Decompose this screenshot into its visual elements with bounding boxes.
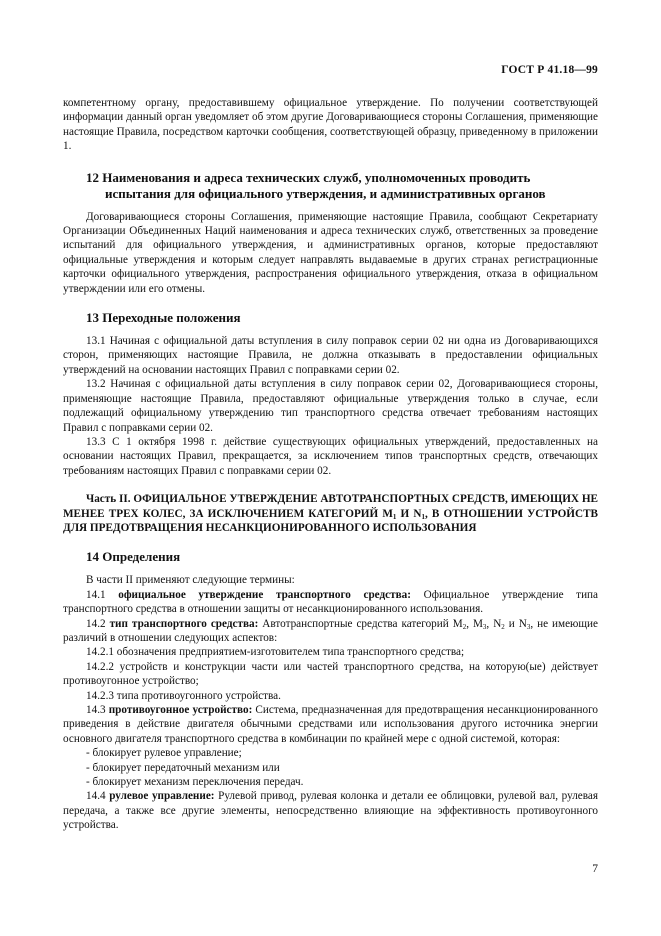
definition-14-1-text: Официальное утверждение типа транспортного средства в отношении защиты от несанкционированного использования.	[63, 588, 599, 616]
part-2-sub-a: 1	[392, 512, 397, 521]
list-item: - блокирует передаточный механизм или	[86, 761, 280, 774]
part-2-heading	[63, 492, 598, 535]
section-13-heading: 13 Переходные положения	[86, 310, 241, 326]
definition-14-2-sub-4: 3	[526, 622, 531, 631]
definition-14-4-number: 14.4	[86, 790, 110, 803]
section-12-body: Договаривающиеся стороны Соглашения, применяющие настоящие Правила, сообщают Секретариату Организации Объединенных Наций наименования и адреса технических служб, ответственных за проведение испытаний для официального утверждения, и административных органов, которые предоставляют официальные утверждения и которым следует направлять выдаваемые в других странах регистрационные карточки официального утверждения, распространения официального утверждения, отказа в официальном утверждении или его отмены.	[63, 210, 598, 295]
definition-14-1	[63, 588, 598, 617]
part-2-sub-b: 1	[421, 512, 425, 521]
section-14-heading: 14 Определения	[86, 549, 181, 565]
definition-14-1-term: официальное утверждение транспортного средства:	[118, 588, 411, 601]
definition-14-3-term: противоугонное устройство:	[108, 704, 253, 716]
definition-14-2-number: 14.2	[86, 617, 110, 630]
document-code: ГОСТ Р 41.18—99	[501, 64, 598, 76]
definition-14-4-text: Рулевой привод, рулевая колонка и детали ее облицовки, рулевой вал, рулевая передача, а также все другие элементы, непосредственно влияющие на эффективность противоугонного устройства.	[63, 790, 598, 832]
definition-14-2-sub-3: 2	[501, 622, 505, 631]
intro-paragraph: компетентному органу, предоставившему официальное утверждение. По получении соответствующей информации данный орган уведомляет об этом другие Договаривающиеся стороны Соглашения, применяющие настоящие Правила, посредством карточки сообщения, соответствующей образцу, приведенному в приложении 1.	[63, 97, 598, 153]
list-item: - блокирует рулевое управление;	[86, 747, 242, 760]
section-12-heading	[63, 170, 598, 202]
definition-14-4	[63, 789, 598, 832]
definition-14-2-text-d: и N	[504, 617, 527, 630]
definition-14-2-text-b: , M	[466, 617, 483, 630]
list-item: - блокирует механизм переключения передач.	[86, 776, 304, 789]
definition-14-2-text-e: , не имеющие различий в отношении следующих аспектов:	[63, 617, 598, 644]
definition-14-1-number: 14.1	[86, 588, 119, 601]
part-2-lead: Часть II.	[86, 493, 131, 506]
part-2-title-c: , В ОТНОШЕНИИ УСТРОЙСТВ ДЛЯ ПРЕДОТВРАЩЕНИЯ НЕСАНКЦИОНИРОВАННОГО ИСПОЛЬЗОВАНИЯ	[63, 507, 599, 534]
definition-14-3-number: 14.3	[86, 704, 109, 716]
section-12-heading-line2: испытания для официального утверждения, и административных органов	[105, 185, 546, 201]
clause-13-1: 13.1 Начиная с официальной даты вступления в силу поправок серии 02 ни одна из Договаривающихся сторон, применяющих настоящие Правила, не должна отказывать в предоставлении официальных утверждений на основании настоящих Правил с поправками серии 02.	[63, 335, 598, 376]
clause-14-2-1: 14.2.1 обозначения предприятием-изготовителем типа транспортного средства;	[86, 646, 465, 659]
definition-14-2-sub-1: 2	[462, 622, 467, 631]
section-12-heading-line1: 12 Наименования и адреса технических служб, уполномоченных проводить	[86, 169, 531, 185]
page-content	[63, 66, 598, 833]
clause-13-2: 13.2 Начиная с официальной даты вступления в силу поправок серии 02, Договаривающиеся стороны, применяющие настоящие Правила, предоставляют официальные утверждения только в случае, если подлежащий официальному утверждению тип транспортного средства отвечает требованиям настоящих Правил с поправками серии 02.	[63, 378, 598, 434]
clause-14-2-2: 14.2.2 устройств и конструкции части или частей транспортного средства, на которую(ые) действует противоугонное устройство;	[63, 660, 598, 688]
clause-14-2-3: 14.2.3 типа противоугонного устройства.	[86, 689, 281, 702]
definition-14-4-term: рулевое управление:	[109, 790, 215, 803]
section-14-intro: В части II применяют следующие термины:	[86, 574, 295, 587]
definition-14-3-text: Система, предназначенная для предотвращения несанкционированного приведения в действие двигателя обычными средствами или использования другого источника энергии основного двигателя транспортного средства в комбинации по крайней мере с одной системой, которая:	[63, 704, 599, 745]
definition-14-2-term: тип транспортного средства:	[109, 617, 259, 630]
page-number: 7	[592, 863, 598, 875]
clause-13-3: 13.3 С 1 октября 1998 г. действие существующих официальных утверждений, предоставленных на основании настоящих Правил, прекращается, за исключением типов транспортных средств, отвечающих требованиям настоящих Правил с поправками серии 02.	[63, 435, 598, 477]
definition-14-3	[63, 703, 598, 746]
definition-14-2	[63, 617, 598, 646]
part-2-title-b: И N	[396, 507, 422, 520]
definition-14-2-text-a: Автотранспортные средства категорий M	[258, 617, 463, 630]
definition-14-2-sub-2: 3	[482, 622, 487, 631]
part-2-title-a: ОФИЦИАЛЬНОЕ УТВЕРЖДЕНИЕ АВТОТРАНСПОРТНЫХ СРЕДСТВ, ИМЕЮЩИХ НЕ МЕНЕЕ ТРЕХ КОЛЕС, ЗА ИСКЛЮЧЕНИЕМ КАТЕГОРИЙ M	[63, 493, 598, 520]
definition-14-2-text-c: , N	[486, 617, 502, 630]
